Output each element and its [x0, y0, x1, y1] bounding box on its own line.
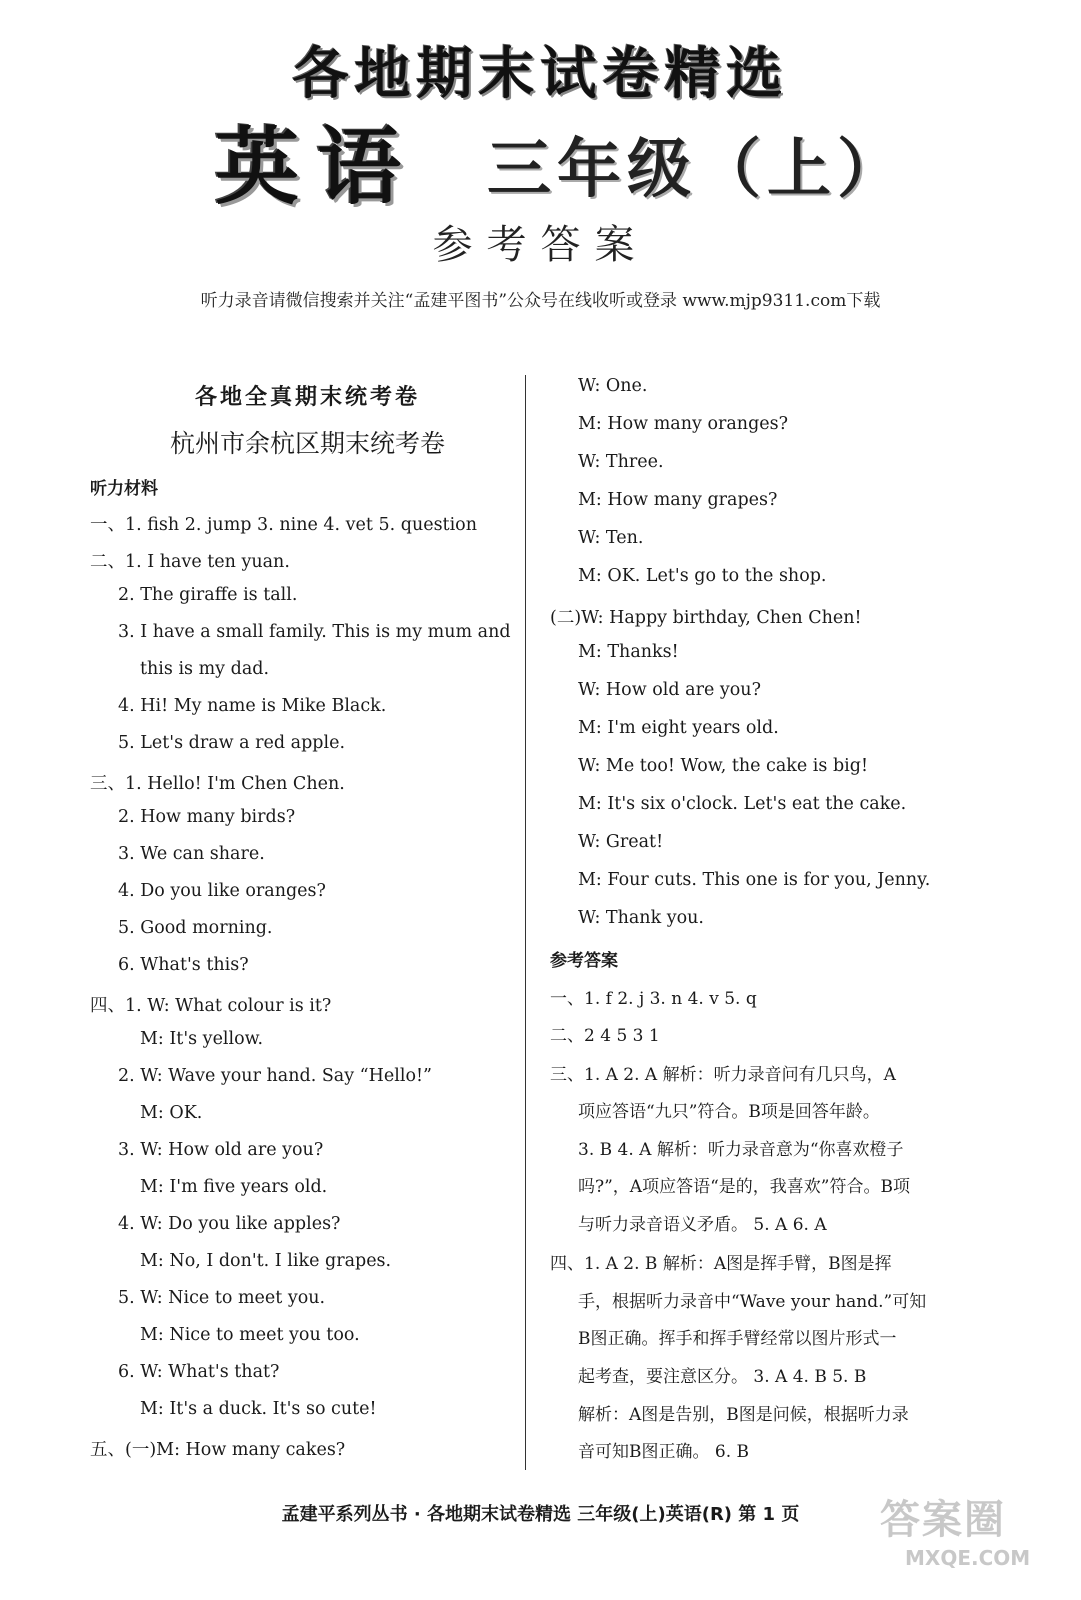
answer-line: 音可知B图正确。 6. B	[578, 1442, 750, 1462]
right-line: W: One.	[578, 376, 648, 396]
left-line: M: OK.	[140, 1103, 203, 1123]
series-title: 各地期末试卷精选	[292, 42, 789, 107]
left-line: 二、1. I have ten yuan.	[90, 552, 290, 572]
answer-line: B图正确。挥手和挥手臂经常以图片形式一	[578, 1329, 897, 1349]
left-line: 5. Let's draw a red apple.	[118, 733, 346, 753]
answer-line: 手，根据听力录音中“Wave your hand.”可知	[578, 1292, 927, 1312]
left-line: 6. What's this?	[118, 955, 249, 975]
right-line: W: How old are you?	[578, 680, 761, 700]
right-line: W: Great!	[578, 832, 664, 852]
left-line: 3. We can share.	[118, 844, 265, 864]
answer-line: 3. B 4. A 解析：听力录音意为“你喜欢橙子	[578, 1140, 904, 1160]
left-line: 4. Hi! My name is Mike Black.	[118, 696, 387, 716]
left-line: 6. W: What's that?	[118, 1362, 280, 1382]
left-line: 5. W: Nice to meet you.	[118, 1288, 326, 1308]
watermark-url: MXQE.COM	[905, 1546, 1031, 1570]
answer-line: 四、1. A 2. B 解析：A图是挥手臂，B图是挥	[550, 1254, 892, 1274]
left-line: M: It's yellow.	[140, 1029, 264, 1049]
right-line: M: OK. Let's go to the shop.	[578, 566, 827, 586]
right-line: W: Thank you.	[578, 908, 704, 928]
left-line: 4. Do you like oranges?	[118, 881, 326, 901]
answer-line: 二、2 4 5 3 1	[550, 1026, 660, 1046]
left-line: 四、1. W: What colour is it?	[90, 996, 332, 1016]
answer-line: 解析：A图是告别，B图是问候，根据听力录	[578, 1405, 909, 1425]
left-line: 三、1. Hello! I'm Chen Chen.	[90, 774, 345, 794]
answers-label: 参考答案	[550, 951, 618, 971]
page-footer: 孟建平系列丛书 · 各地期末试卷精选 三年级(上)英语(R) 第 1 页	[281, 1504, 800, 1525]
left-line: M: I'm five years old.	[140, 1177, 328, 1197]
grade-title: 三年级（上）	[487, 133, 907, 207]
column-divider	[525, 375, 526, 1470]
left-line: 一、1. fish 2. jump 3. nine 4. vet 5. question	[90, 515, 477, 535]
left-line: 2. How many birds?	[118, 807, 296, 827]
right-line: W: Three.	[578, 452, 664, 472]
answer-line: 与听力录音语义矛盾。 5. A 6. A	[578, 1215, 827, 1235]
section-title: 各地全真期末统考卷	[194, 385, 420, 410]
left-line: 3. I have a small family. This is my mum and	[118, 622, 511, 642]
left-line: this is my dad.	[140, 659, 270, 679]
left-line: 2. The giraffe is tall.	[118, 585, 298, 605]
download-notice: 听力录音请微信搜索并关注“孟建平图书”公众号在线收听或登录 www.mjp9311.com下载	[200, 291, 881, 311]
left-line: M: It's a duck. It's so cute!	[140, 1399, 377, 1419]
right-line: (二)W: Happy birthday, Chen Chen!	[550, 608, 862, 628]
left-line: 4. W: Do you like apples?	[118, 1214, 341, 1234]
right-line: M: I'm eight years old.	[578, 718, 779, 738]
listening-material-label: 听力材料	[90, 479, 158, 499]
right-line: M: How many oranges?	[578, 414, 788, 434]
right-line: M: Thanks!	[578, 642, 679, 662]
left-line: 5. Good morning.	[118, 918, 273, 938]
answer-line: 一、1. f 2. j 3. n 4. v 5. q	[550, 989, 757, 1009]
exam-subtitle: 杭州市余杭区期末统考卷	[169, 429, 445, 458]
right-line: W: Me too! Wow, the cake is big!	[578, 756, 868, 776]
right-line: M: How many grapes?	[578, 490, 778, 510]
answer-line: 起考查，要注意区分。 3. A 4. B 5. B	[578, 1367, 867, 1387]
left-line: 2. W: Wave your hand. Say “Hello!”	[118, 1066, 432, 1086]
answer-line: 吗?”，A项应答语“是的，我喜欢”符合。B项	[578, 1177, 910, 1197]
left-line: 3. W: How old are you?	[118, 1140, 324, 1160]
right-line: M: It's six o'clock. Let's eat the cake.	[578, 794, 907, 814]
left-line: M: Nice to meet you too.	[140, 1325, 360, 1345]
subject-title: 英语	[215, 118, 420, 216]
watermark-logo: 答案圈	[880, 1497, 1006, 1543]
answer-line: 三、1. A 2. A 解析：听力录音问有几只鸟，A	[550, 1065, 896, 1085]
left-line: 五、(一)M: How many cakes?	[90, 1440, 346, 1460]
left-line: M: No, I don't. I like grapes.	[140, 1251, 392, 1271]
answer-key-title: 参考答案	[432, 222, 649, 268]
answer-line: 项应答语“九只”符合。B项是回答年龄。	[578, 1102, 880, 1122]
right-line: M: Four cuts. This one is for you, Jenny.	[578, 870, 931, 890]
right-line: W: Ten.	[578, 528, 644, 548]
